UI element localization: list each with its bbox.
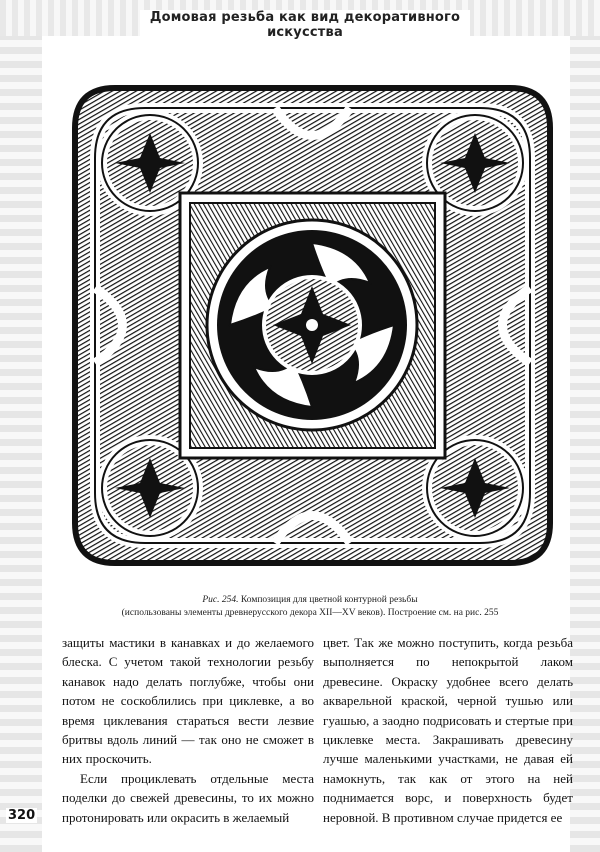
figure-label: Рис. 254.	[202, 595, 239, 605]
paragraph: цвет. Так же можно поступить, когда резьба выполняется по непокрытой лаком древесине. Окраску удобнее всего делать акварельной краской, черной тушью или гуашью, а заодно подрисовать и стертые при циклевке места. Закрашивать древесину лучше маленькими участками, не давая ей намокнуть, так как от этого на ней поднимается ворс, и поверхность будет неровной. В противном случае придется ее	[323, 635, 573, 825]
caption-line-2: (использованы элементы древнерусского декора XII—XV веков). Построение см. на рис. 255	[121, 608, 499, 618]
carved-ornament-figure	[55, 68, 570, 583]
page-number: 320	[8, 808, 36, 823]
decorative-border-right	[570, 36, 600, 852]
running-header: Домовая резьба как вид декоративного искусства	[140, 10, 470, 40]
text-column-right	[323, 633, 573, 827]
caption-line-1: Композиция для цветной контурной резьбы	[240, 595, 418, 605]
paragraph: Если проциклевать отдельные места поделки до свежей древесины, то их можно протонировать или окрасить в желаемый	[62, 770, 314, 825]
figure-caption	[70, 594, 550, 620]
text-column-left	[62, 633, 314, 827]
paragraph: защиты мастики в канавках и до желаемого блеска. С учетом такой технологии резьбу канавок надо делать поглубже, чтобы они потом не соскоблились при циклевке, а во время циклевания стараться вести лезвие бритвы вдоль линий — так оно не сможет в них проскочить.	[62, 635, 314, 767]
decorative-border-left	[0, 36, 42, 852]
